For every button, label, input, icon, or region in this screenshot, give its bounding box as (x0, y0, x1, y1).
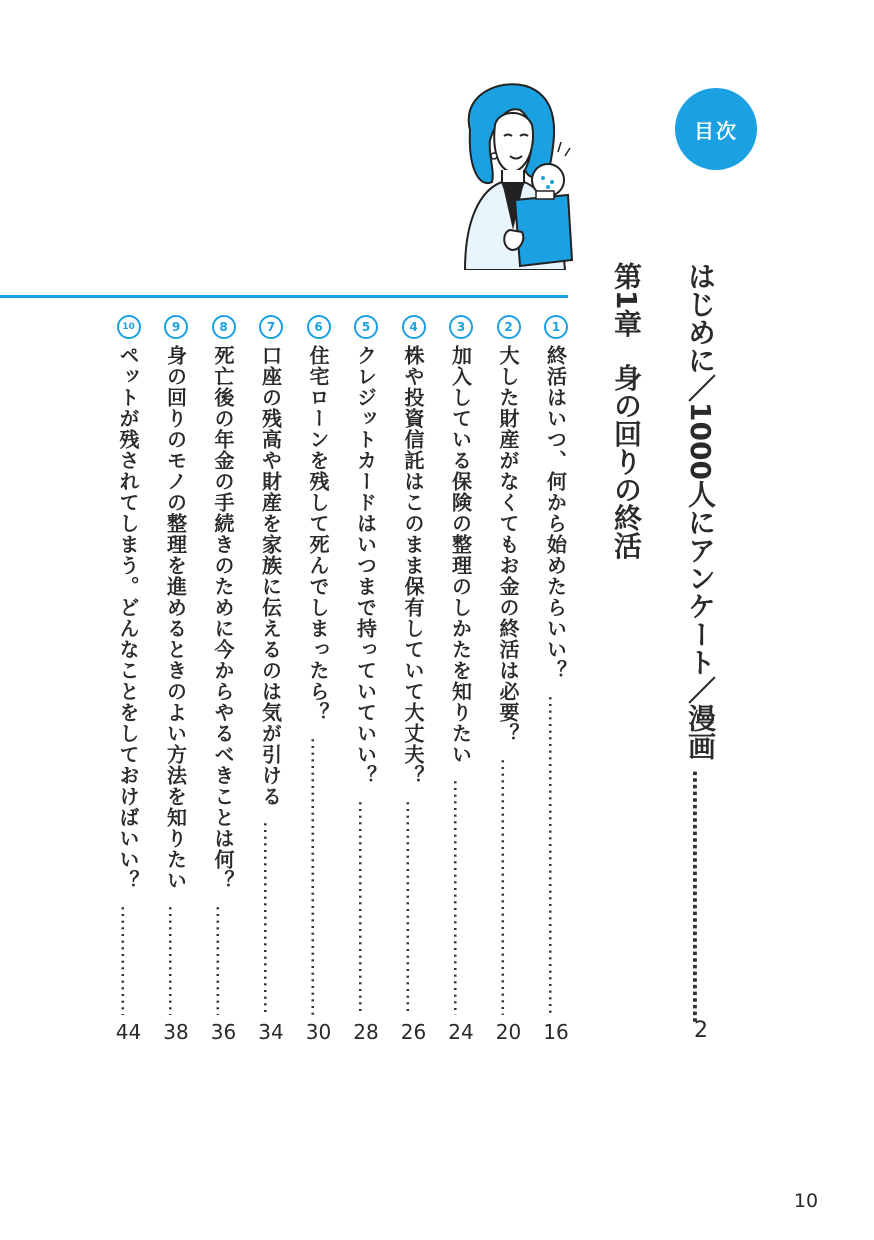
toc-item[interactable] (398, 315, 430, 1015)
item-title: 加入している保険の整理のしかたを知りたい (448, 345, 473, 765)
section-divider (0, 295, 568, 298)
leader-dots (212, 905, 236, 1015)
leader-dots (449, 779, 473, 1015)
item-page-number: 16 (543, 1020, 569, 1044)
toc-item[interactable] (350, 315, 382, 1015)
leader-dots (544, 695, 568, 1015)
item-title: 終活はいつ、何から始めたらいい？ (543, 345, 568, 681)
item-number-badge: 8 (212, 315, 236, 339)
chapter-label: 第1章 (610, 262, 643, 338)
woman-with-baby-illustration-icon (440, 70, 590, 270)
leader-dots (164, 905, 188, 1015)
item-page-number: 44 (115, 1020, 142, 1044)
item-number-badge: 1 (544, 315, 568, 339)
chapter-heading (606, 262, 646, 559)
toc-item[interactable] (445, 315, 477, 1015)
leader-dots (259, 821, 283, 1015)
item-number-badge: 7 (259, 315, 283, 339)
item-title: 死亡後の年金の手続きのために今からやるべきことは何？ (211, 345, 235, 891)
item-number-badge: 4 (402, 315, 426, 339)
leader-dots (688, 770, 712, 1022)
item-page-number: 30 (305, 1020, 332, 1044)
item-number-badge: 10 (117, 315, 141, 339)
leader-dots (354, 800, 378, 1015)
item-title: ペットが残されてしまう。どんなことをしておけばいい？ (116, 345, 140, 891)
item-number-badge: 3 (449, 315, 473, 339)
leader-dots (117, 905, 141, 1015)
item-page-number: 34 (258, 1020, 284, 1044)
item-title: 口座の残高や財産を家族に伝えるのは気が引ける (258, 345, 283, 807)
toc-item[interactable] (160, 315, 192, 1015)
toc-item[interactable] (493, 315, 525, 1015)
item-title: 身の回りのモノの整理を進めるときのよい方法を知りたい (163, 345, 188, 891)
item-page-number: 24 (448, 1020, 474, 1044)
item-number-badge: 2 (497, 315, 521, 339)
intro-page-number: 2 (694, 1018, 708, 1043)
item-title: 住宅ローンを残して死んでしまったら？ (306, 345, 330, 723)
toc-item[interactable] (255, 315, 287, 1015)
contents-badge-label: 目次 (694, 118, 738, 143)
item-page-number: 38 (163, 1020, 189, 1044)
leader-dots (307, 737, 331, 1015)
toc-item[interactable] (303, 315, 335, 1015)
toc-item[interactable] (540, 315, 572, 1015)
leader-dots (402, 800, 426, 1015)
item-page-number: 20 (495, 1020, 522, 1044)
page-folio: 10 (793, 1190, 819, 1212)
item-page-number: 36 (210, 1020, 237, 1044)
contents-badge (675, 88, 757, 170)
intro-title: はじめに／1000人にアンケート／漫画 (684, 262, 717, 760)
item-number-badge: 5 (354, 315, 378, 339)
toc-item[interactable] (208, 315, 240, 1015)
toc-item[interactable] (113, 315, 145, 1015)
intro-entry[interactable] (680, 262, 720, 1022)
item-title: 株や投資信託はこのまま保有していて大丈夫？ (401, 345, 425, 786)
item-page-number: 28 (353, 1020, 379, 1044)
leader-dots (497, 758, 521, 1015)
item-number-badge: 9 (164, 315, 188, 339)
item-number-badge: 6 (307, 315, 331, 339)
item-title: クレジットカードはいつまで持っていていい？ (353, 345, 378, 786)
chapter-title: 身の回りの終活 (610, 363, 643, 560)
item-page-number: 26 (400, 1020, 427, 1044)
item-title: 大した財産がなくてもお金の終活は必要？ (496, 345, 520, 744)
